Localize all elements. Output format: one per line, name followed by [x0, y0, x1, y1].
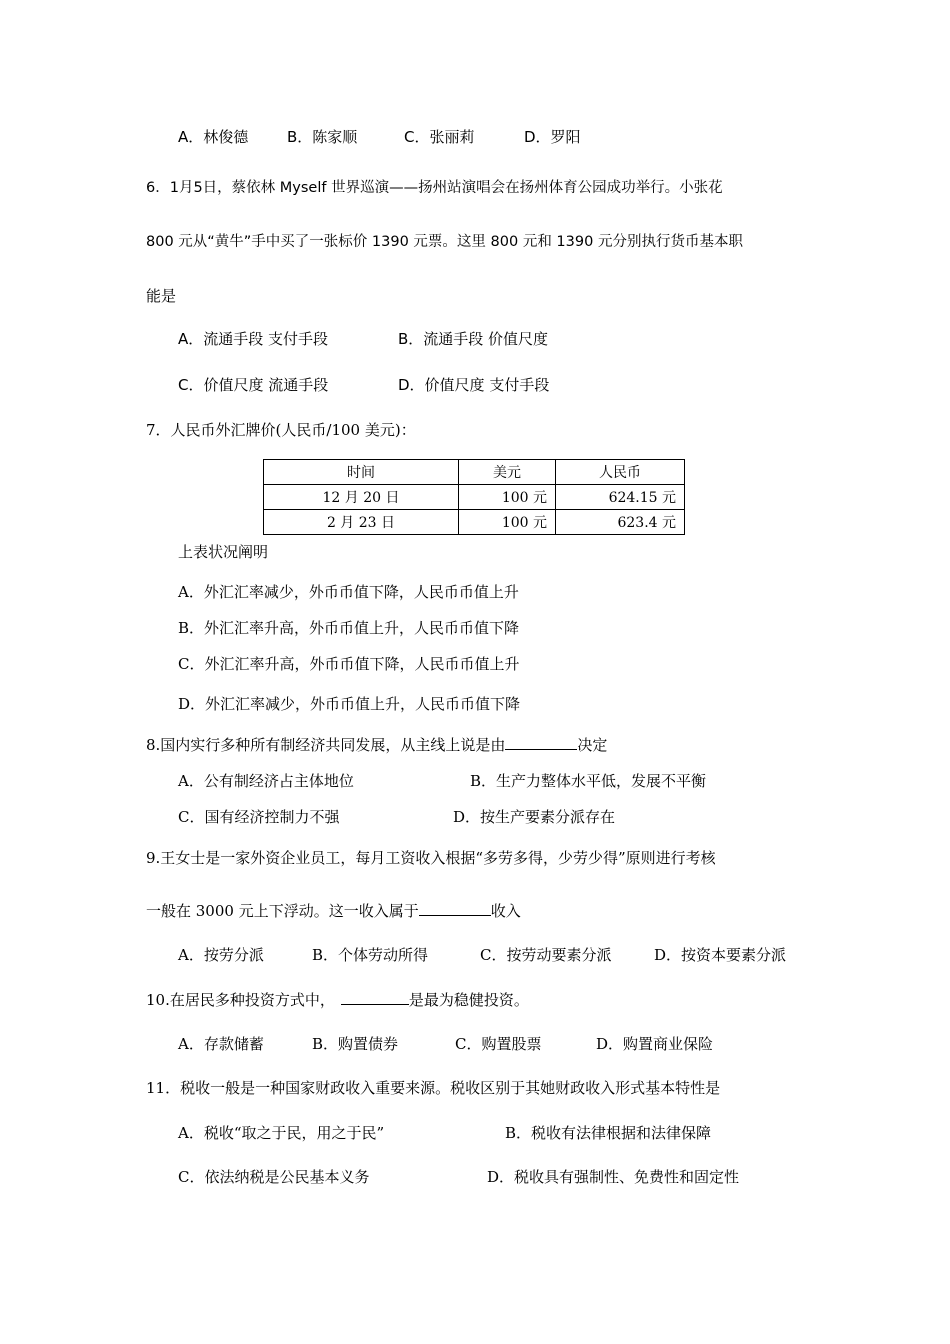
q11-option-d: D．税收具有强制性、免费性和固定性: [487, 1168, 740, 1186]
table-cell: 623.4 元: [556, 510, 685, 535]
q10-option-c: C．购置股票: [455, 1035, 542, 1053]
table-header-cell: 美元: [459, 460, 556, 485]
q10-stem-end: 是最为稳健投资。: [408, 991, 529, 1009]
table-cell: 100 元: [459, 485, 556, 510]
q9-option-c: C．按劳动要素分派: [480, 946, 612, 964]
q8-option-a: A．公有制经济占主体地位: [178, 772, 354, 790]
q11-option-a: A．税收“取之于民，用之于民”: [178, 1124, 385, 1142]
q5-option-b: B．陈家顺: [287, 128, 358, 146]
q7-option-c: C．外汇汇率升高，外币币值下降，人民币币值上升: [178, 655, 520, 673]
q7-option-a: A．外汇汇率减少，外币币值下降，人民币币值上升: [178, 583, 519, 601]
q11-stem: 11．税收一般是一种国家财政收入重要来源。税收区别于其她财政收入形式基本特性是: [146, 1079, 721, 1097]
q7-caption: 上表状况阐明: [178, 543, 269, 561]
q10-option-d: D．购置商业保险: [596, 1035, 714, 1053]
table-row: [264, 485, 685, 510]
q10-option-b: B．购置债券: [312, 1035, 399, 1053]
table-row: [264, 510, 685, 535]
q9-stem-line1: 9.王女士是一家外资企业员工，每月工资收入根据“多劳多得，少劳少得”原则进行考核: [146, 849, 716, 867]
table-header-row: [264, 460, 685, 485]
q8-stem: [146, 735, 607, 755]
q6-option-b: B．流通手段 价值尺度: [398, 330, 549, 348]
q11-option-c: C．依法纳税是公民基本义务: [178, 1168, 370, 1186]
table-cell: 100 元: [459, 510, 556, 535]
q8-stem-text: 8.国内实行多种所有制经济共同发展，从主线上说是由: [146, 736, 506, 754]
q5-option-a: A．林俊德: [178, 128, 249, 146]
q8-option-c: C．国有经济控制力不强: [178, 808, 340, 826]
q9-option-a: A．按劳分派: [178, 946, 264, 964]
exchange-rate-table: [263, 459, 685, 535]
q9-option-b: B．个体劳动所得: [312, 946, 429, 964]
q6-stem-line3: 能是: [146, 287, 177, 305]
answer-blank: [505, 735, 577, 750]
q8-option-d: D．按生产要素分派存在: [453, 808, 616, 826]
q8-option-b: B．生产力整体水平低，发展不平衡: [470, 772, 707, 790]
table-cell: 2 月 23 日: [264, 510, 459, 535]
q6-stem-line1: 6．1月5日，蔡依林 Myself 世界巡演——扬州站演唱会在扬州体育公园成功举行。小张花: [146, 180, 723, 196]
q6-option-c: C．价值尺度 流通手段: [178, 376, 329, 394]
q10-stem-text: 10.在居民多种投资方式中，: [146, 991, 335, 1009]
q10-stem: [146, 990, 529, 1010]
q8-stem-end: 决定: [577, 736, 608, 754]
q9-stem-line2: [146, 901, 521, 921]
q11-option-b: B．税收有法律根据和法律保障: [505, 1124, 712, 1142]
q7-stem: 7．人民币外汇牌价(人民币/100 美元)：: [146, 421, 416, 439]
q7-option-b: B．外汇汇率升高，外币币值上升，人民币币值下降: [178, 619, 520, 637]
q9-stem-text: 一般在 3000 元上下浮动。这一收入属于: [146, 902, 419, 920]
q6-option-d: D．价值尺度 支付手段: [398, 376, 550, 394]
q5-option-d: D．罗阳: [524, 128, 581, 146]
table-header-cell: 人民币: [556, 460, 685, 485]
q9-stem-end: 收入: [490, 902, 521, 920]
q7-option-d: D．外汇汇率减少，外币币值上升，人民币币值下降: [178, 695, 521, 713]
table-header-cell: 时间: [264, 460, 459, 485]
q5-option-c: C．张丽莉: [404, 128, 475, 146]
answer-blank: [341, 990, 409, 1005]
table-cell: 624.15 元: [556, 485, 685, 510]
q9-option-d: D．按资本要素分派: [654, 946, 787, 964]
q10-option-a: A．存款储蓄: [178, 1035, 264, 1053]
answer-blank: [419, 901, 491, 916]
q6-option-a: A．流通手段 支付手段: [178, 330, 329, 348]
table-cell: 12 月 20 日: [264, 485, 459, 510]
q6-stem-line2: 800 元从“黄牛”手中买了一张标价 1390 元票。这里 800 元和 1390 元分别执行货币基本职: [146, 234, 743, 250]
